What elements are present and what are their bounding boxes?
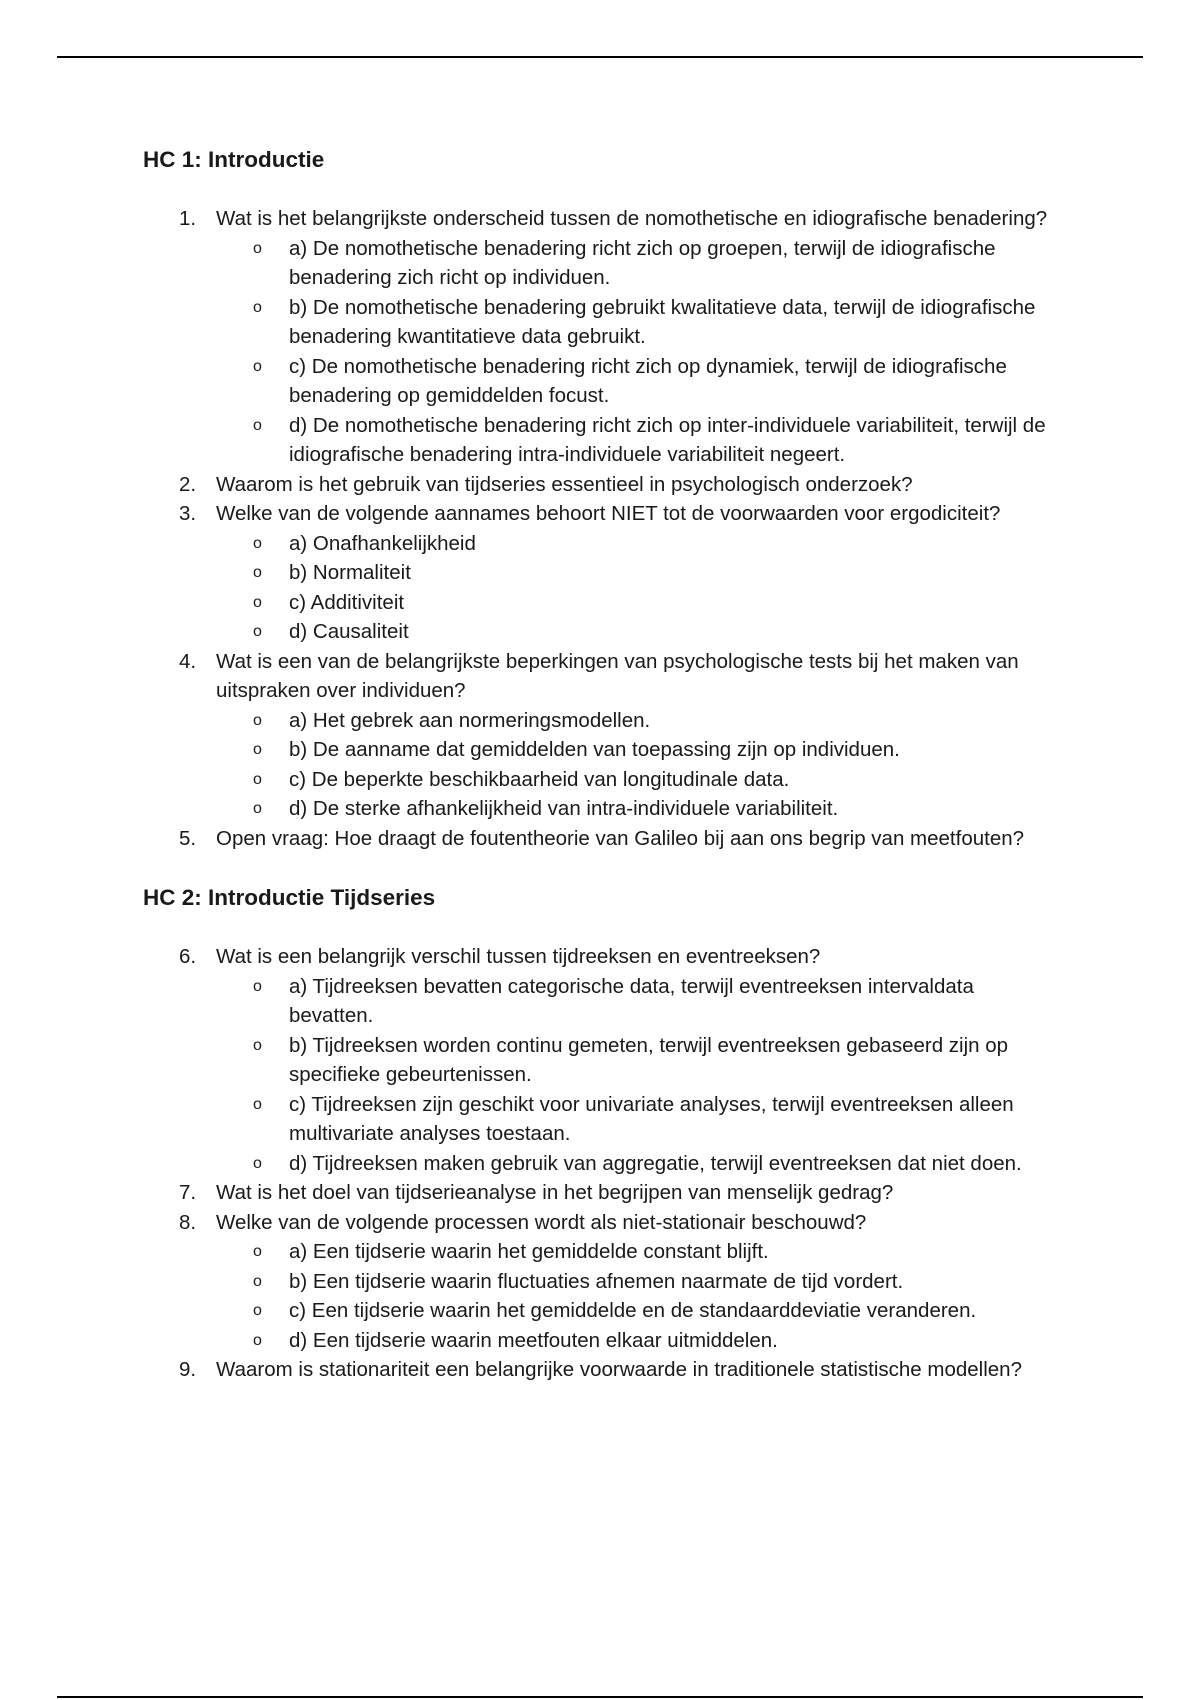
option-item [216,735,1063,765]
bullet-icon: o [253,741,262,758]
question-number: 8. [179,1210,197,1234]
option-item [216,558,1063,588]
document-body [143,143,1063,1385]
option-text: a) Onafhankelijkheid [289,531,476,555]
question-list-hc2 [143,942,1063,1385]
option-item [216,1296,1063,1326]
option-text: a) Een tijdserie waarin het gemiddelde constant blijft. [289,1240,769,1263]
bullet-icon: o [253,1272,262,1290]
option-item [216,352,1063,411]
option-text: d) De sterke afhankelijkheid van intra-individuele variabiliteit. [289,797,839,820]
option-list [216,972,1063,1179]
option-text: d) De nomothetische benadering richt zich op inter-individuele variabiliteit, terwijl de idiografische benadering intra-individuele variabiliteit negeert. [289,413,1046,466]
section-title-hc2: HC 2: Introductie Tijdseries [143,885,436,910]
bullet-icon: o [253,1095,262,1113]
question-item [143,1355,1063,1385]
bullet-icon: o [253,416,262,434]
option-item [216,588,1063,618]
question-number: 4. [179,649,197,673]
option-item [216,234,1063,293]
option-item [216,794,1063,824]
question-text: Waarom is het gebruik van tijdseries essentieel in psychologisch onderzoek? [216,472,913,496]
question-item [143,470,1063,500]
option-item [216,972,1063,1031]
question-item [143,1178,1063,1208]
section-title-hc1: HC 1: Introductie [143,147,325,172]
option-item [216,617,1063,647]
question-number: 2. [179,472,197,496]
bullet-icon: o [253,564,262,581]
option-text: c) Een tijdserie waarin het gemiddelde en de standaarddeviatie veranderen. [289,1299,977,1322]
option-list [216,234,1063,470]
question-text: Wat is het doel van tijdserieanalyse in het begrijpen van menselijk gedrag? [216,1181,894,1204]
option-text: c) De beperkte beschikbaarheid van longitudinale data. [289,767,790,791]
option-item [216,411,1063,470]
question-item [143,942,1063,1178]
question-text: Welke van de volgende processen wordt als niet-stationair beschouwd? [216,1210,867,1234]
option-item [216,1031,1063,1090]
question-text: Wat is het belangrijkste onderscheid tussen de nomothetische en idiografische benadering? [216,207,1048,230]
option-text: c) Tijdreeksen zijn geschikt voor univariate analyses, terwijl eventreeksen alleen multivariate analyses toestaan. [289,1092,1014,1145]
question-number: 3. [179,502,197,525]
question-item [143,647,1063,824]
option-list [216,706,1063,824]
option-text: b) Tijdreeksen worden continu gemeten, terwijl eventreeksen gebaseerd zijn op specifieke gebeurtenissen. [289,1033,1009,1086]
bullet-icon: o [253,623,262,640]
option-text: c) De nomothetische benadering richt zich op dynamiek, terwijl de idiografische benadering op gemiddelden focust. [289,354,1007,407]
question-text: Open vraag: Hoe draagt de foutentheorie van Galileo bij aan ons begrip van meetfouten? [216,826,1025,850]
question-number: 6. [179,945,197,968]
option-item [216,1149,1063,1179]
bullet-icon: o [253,1154,262,1172]
question-number: 9. [179,1358,197,1381]
header-rule [57,56,1143,58]
question-number: 5. [179,826,197,850]
bullet-icon: o [253,298,262,316]
option-text: d) Een tijdserie waarin meetfouten elkaar uitmiddelen. [289,1328,778,1352]
question-item [143,499,1063,647]
footer-rule [57,1696,1143,1698]
option-item [216,1267,1063,1297]
bullet-icon: o [253,1243,262,1260]
option-text: d) Tijdreeksen maken gebruik van aggregatie, terwijl eventreeksen dat niet doen. [289,1151,1022,1175]
question-list-hc1 [143,204,1063,853]
bullet-icon: o [253,534,262,552]
option-text: d) Causaliteit [289,620,409,643]
bullet-icon: o [253,357,262,375]
option-text: a) Tijdreeksen bevatten categorische data, terwijl eventreeksen intervaldata bevatten. [289,974,974,1027]
bullet-icon: o [253,1331,262,1349]
option-text: b) De aanname dat gemiddelden van toepassing zijn op individuen. [289,738,900,761]
option-text: c) Additiviteit [289,590,405,614]
option-item [216,529,1063,559]
question-text: Waarom is stationariteit een belangrijke voorwaarde in traditionele statistische modellen? [216,1358,1022,1381]
question-item [143,824,1063,854]
bullet-icon: o [253,770,262,788]
question-item [143,1208,1063,1356]
question-text: Wat is een van de belangrijkste beperkingen van psychologische tests bij het maken van uitspraken over individuen? [216,649,1019,702]
option-item [216,765,1063,795]
question-number: 1. [179,207,197,230]
bullet-icon: o [253,1036,262,1054]
option-list [216,529,1063,647]
bullet-icon: o [253,711,262,729]
question-text: Wat is een belangrijk verschil tussen tijdreeksen en eventreeksen? [216,945,821,968]
option-item [216,706,1063,736]
question-text: Welke van de volgende aannames behoort NIET tot de voorwaarden voor ergodiciteit? [216,502,1001,525]
bullet-icon: o [253,800,262,817]
option-text: b) Een tijdserie waarin fluctuaties afnemen naarmate de tijd vordert. [289,1269,904,1293]
bullet-icon: o [253,977,262,995]
option-item [216,293,1063,352]
question-number: 7. [179,1181,197,1204]
option-item [216,1326,1063,1356]
option-text: a) De nomothetische benadering richt zich op groepen, terwijl de idiografische benadering zich richt op individuen. [289,236,996,289]
bullet-icon: o [253,1302,262,1319]
bullet-icon: o [253,593,262,611]
question-item [143,204,1063,470]
option-list [216,1237,1063,1355]
option-item [216,1237,1063,1267]
option-item [216,1090,1063,1149]
option-text: b) De nomothetische benadering gebruikt kwalitatieve data, terwijl de idiografische benadering kwantitatieve data gebruikt. [289,295,1036,348]
option-text: a) Het gebrek aan normeringsmodellen. [289,708,651,732]
option-text: b) Normaliteit [289,561,411,584]
bullet-icon: o [253,239,262,257]
